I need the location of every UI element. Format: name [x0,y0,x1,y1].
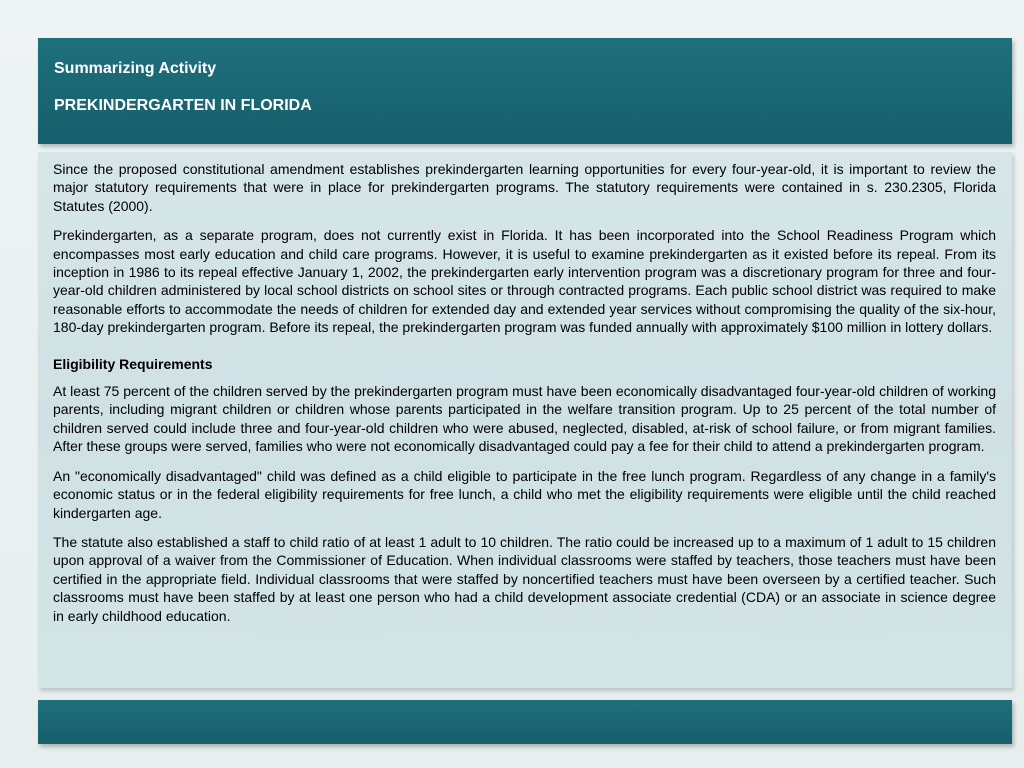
disadvantaged-definition-paragraph: An "economically disadvantaged" child was defined as a child eligible to participate in the free lunch program. Regardless of any change in a family's economic status or in the federal eligibility requirements for free lunch, a child who met the eligibility requirements were eligible until the child reached kindergarten age. [53,467,996,521]
section-heading: Eligibility Requirements [53,355,213,372]
footer-band [38,700,1012,744]
eligibility-paragraph: At least 75 percent of the children served by the prekindergarten program must have been economically disadvantaged four-year-old children of working parents, including migrant children or children whose parents participated in the welfare transition program. Up to 25 percent of the total number of children served could include three and four-year-old children who were abused, neglected, disabled, at-risk of school failure, or from migrant families. After these groups were served, families who were not economically disadvantaged could pay a fee for their child to attend a prekindergarten program. [53,383,996,455]
intro-paragraph: Since the proposed constitutional amendment establishes prekindergarten learning opportunities for every four-year-old, it is important to review the major statutory requirements that were in place for prekindergarten programs. The statutory requirements were contained in s. 230.2305, Florida Statutes (2000). [53,161,996,214]
activity-title: Summarizing Activity [54,60,217,77]
header-band [38,38,1012,144]
staff-ratio-paragraph: The statute also established a staff to child ratio of at least 1 adult to 10 children. The ratio could be increased up to a maximum of 1 adult to 15 children upon approval of a waiver from the Commissioner of Education. When individual classrooms were staffed by teachers, those teachers must have been certified in the appropriate field. Individual classrooms that were staffed by noncertified teachers must have been overseen by a certified teacher. Such classrooms must have been staffed by at least one person who had a child development associate credential (CDA) or an associate in science degree in early childhood education. [53,533,996,624]
text-body [53,160,996,636]
slide-title: PREKINDERGARTEN IN FLORIDA [54,97,312,114]
history-paragraph: Prekindergarten, as a separate program, does not currently exist in Florida. It has been incorporated into the School Readiness Program which encompasses most early education and child care programs. However, it is useful to examine prekindergarten as it existed before its repeal. From its inception in 1986 to its repeal effective January 1, 2002, the prekindergarten early intervention program was a discretionary program for three and four-year-old children administered by local school districts on school sites or through contracted programs. Each public school district was required to make reasonable efforts to accommodate the needs of children for extended day and extended year services without compromising the quality of the six-hour, 180-day prekindergarten program. Before its repeal, the prekindergarten program was funded annually with approximately $100 million in lottery dollars. [53,227,996,336]
